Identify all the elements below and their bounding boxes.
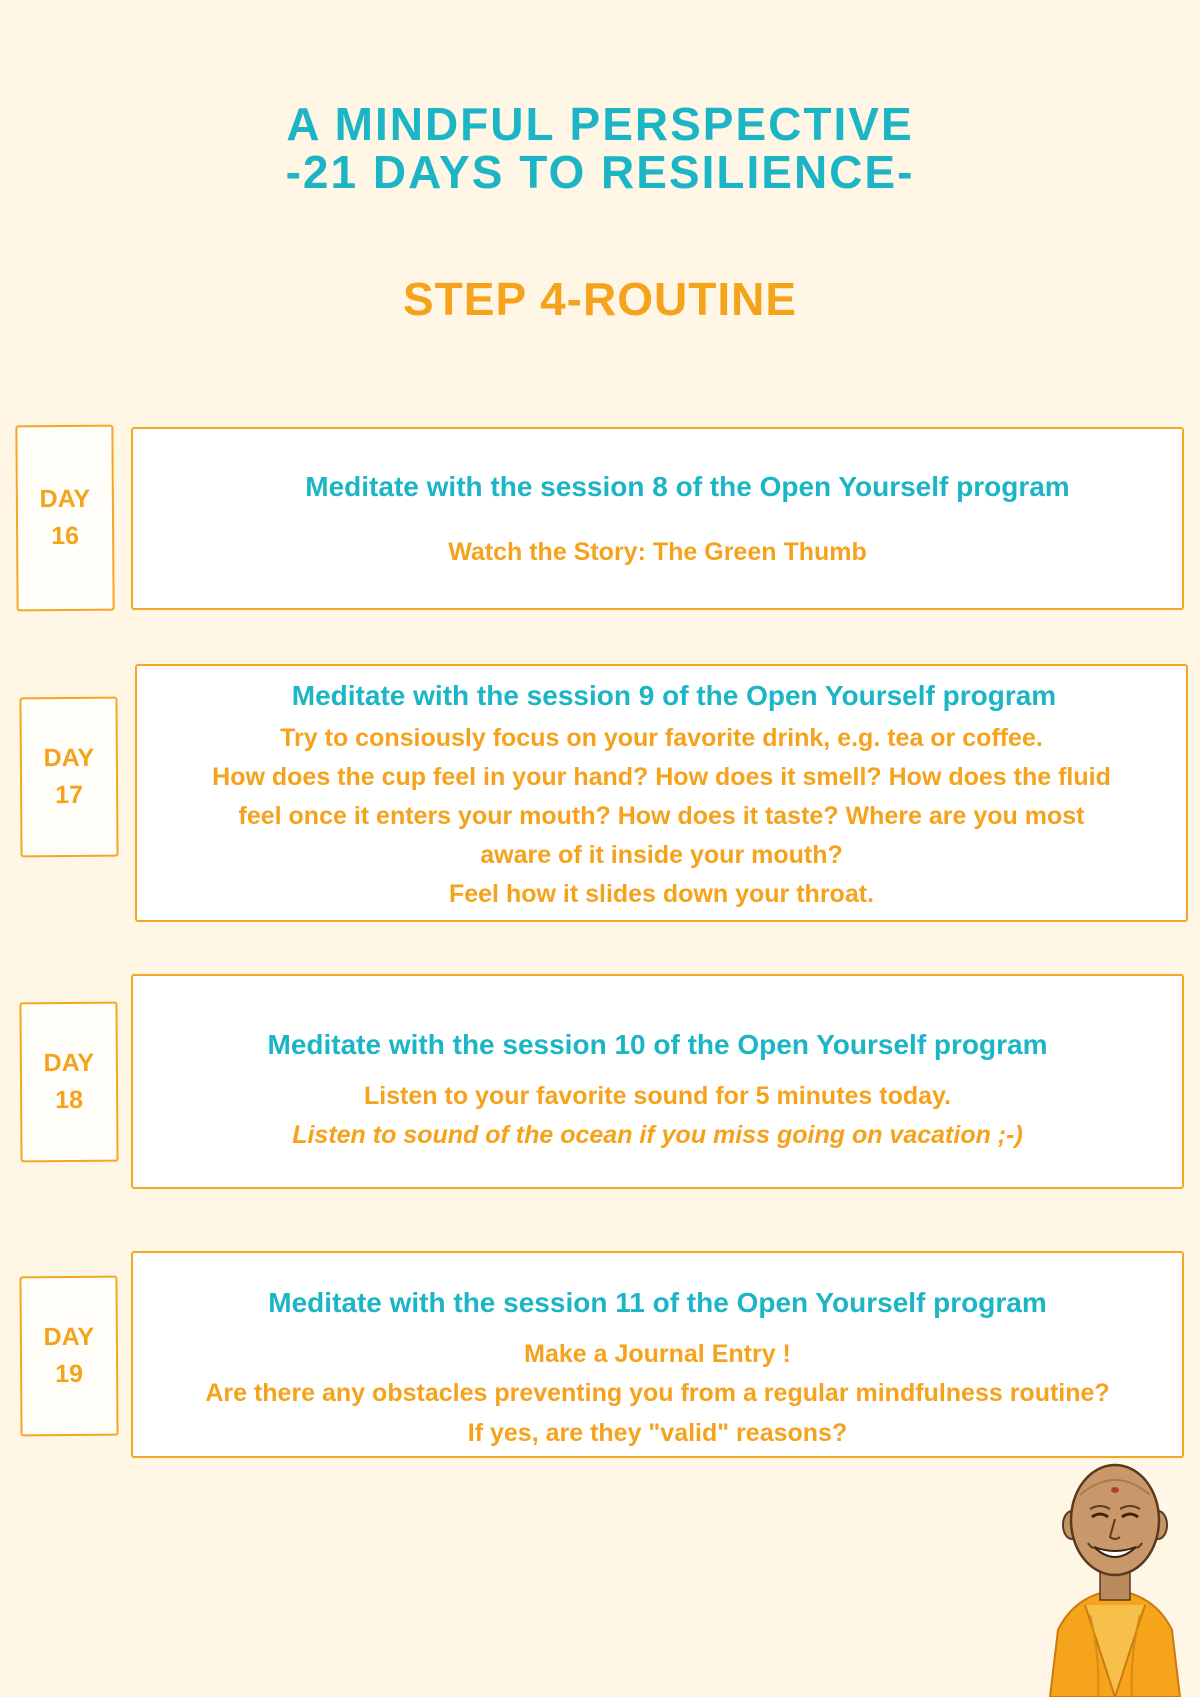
day-label: DAY bbox=[43, 743, 95, 773]
monk-illustration bbox=[1030, 1455, 1200, 1697]
day-16-content bbox=[131, 427, 1184, 610]
day-19-box bbox=[19, 1276, 118, 1437]
day-number: 18 bbox=[55, 1085, 84, 1115]
day-18-box bbox=[19, 1002, 118, 1163]
day-17-content bbox=[135, 664, 1188, 922]
day-number: 16 bbox=[51, 521, 80, 551]
note-text: Listen to sound of the ocean if you miss going on vacation ;-) bbox=[292, 1121, 1023, 1149]
meditate-instruction: Meditate with the session 10 of the Open Yourself program bbox=[267, 1029, 1048, 1060]
journal-line: Make a Journal Entry ! bbox=[524, 1340, 791, 1368]
task-text: Watch the Story: The Green Thumb bbox=[448, 538, 867, 566]
task-text: Listen to your favorite sound for 5 minutes today. bbox=[363, 1082, 952, 1110]
exercise-line: aware of it inside your mouth? bbox=[480, 841, 843, 869]
exercise-line: Feel how it slides down your throat. bbox=[448, 880, 875, 908]
meditate-instruction: Meditate with the session 8 of the Open Yourself program bbox=[305, 471, 1070, 502]
exercise-line: How does the cup feel in your hand? How does it smell? How does the fluid bbox=[212, 763, 1111, 791]
title-line-1: A MINDFUL PERSPECTIVE bbox=[286, 98, 914, 150]
day-16-box bbox=[15, 425, 114, 612]
day-number: 17 bbox=[55, 780, 84, 810]
day-19-content bbox=[131, 1251, 1184, 1458]
journal-line: Are there any obstacles preventing you from a regular mindfulness routine? bbox=[205, 1379, 1110, 1407]
journal-line: If yes, are they "valid" reasons? bbox=[467, 1419, 848, 1447]
day-18-content bbox=[131, 974, 1184, 1189]
title-line-2: -21 DAYS TO RESILIENCE- bbox=[285, 146, 915, 198]
day-label: DAY bbox=[39, 484, 91, 514]
meditate-instruction: Meditate with the session 11 of the Open Yourself program bbox=[268, 1287, 1047, 1318]
step-heading: STEP 4-ROUTINE bbox=[403, 273, 797, 325]
day-label: DAY bbox=[43, 1048, 95, 1078]
day-label: DAY bbox=[43, 1322, 95, 1352]
meditate-instruction: Meditate with the session 9 of the Open Yourself program bbox=[291, 680, 1057, 711]
day-17-box bbox=[19, 697, 118, 858]
exercise-line: feel once it enters your mouth? How does it taste? Where are you most bbox=[238, 802, 1085, 830]
day-number: 19 bbox=[55, 1359, 84, 1389]
exercise-line: Try to consiously focus on your favorite drink, e.g. tea or coffee. bbox=[280, 724, 1043, 752]
